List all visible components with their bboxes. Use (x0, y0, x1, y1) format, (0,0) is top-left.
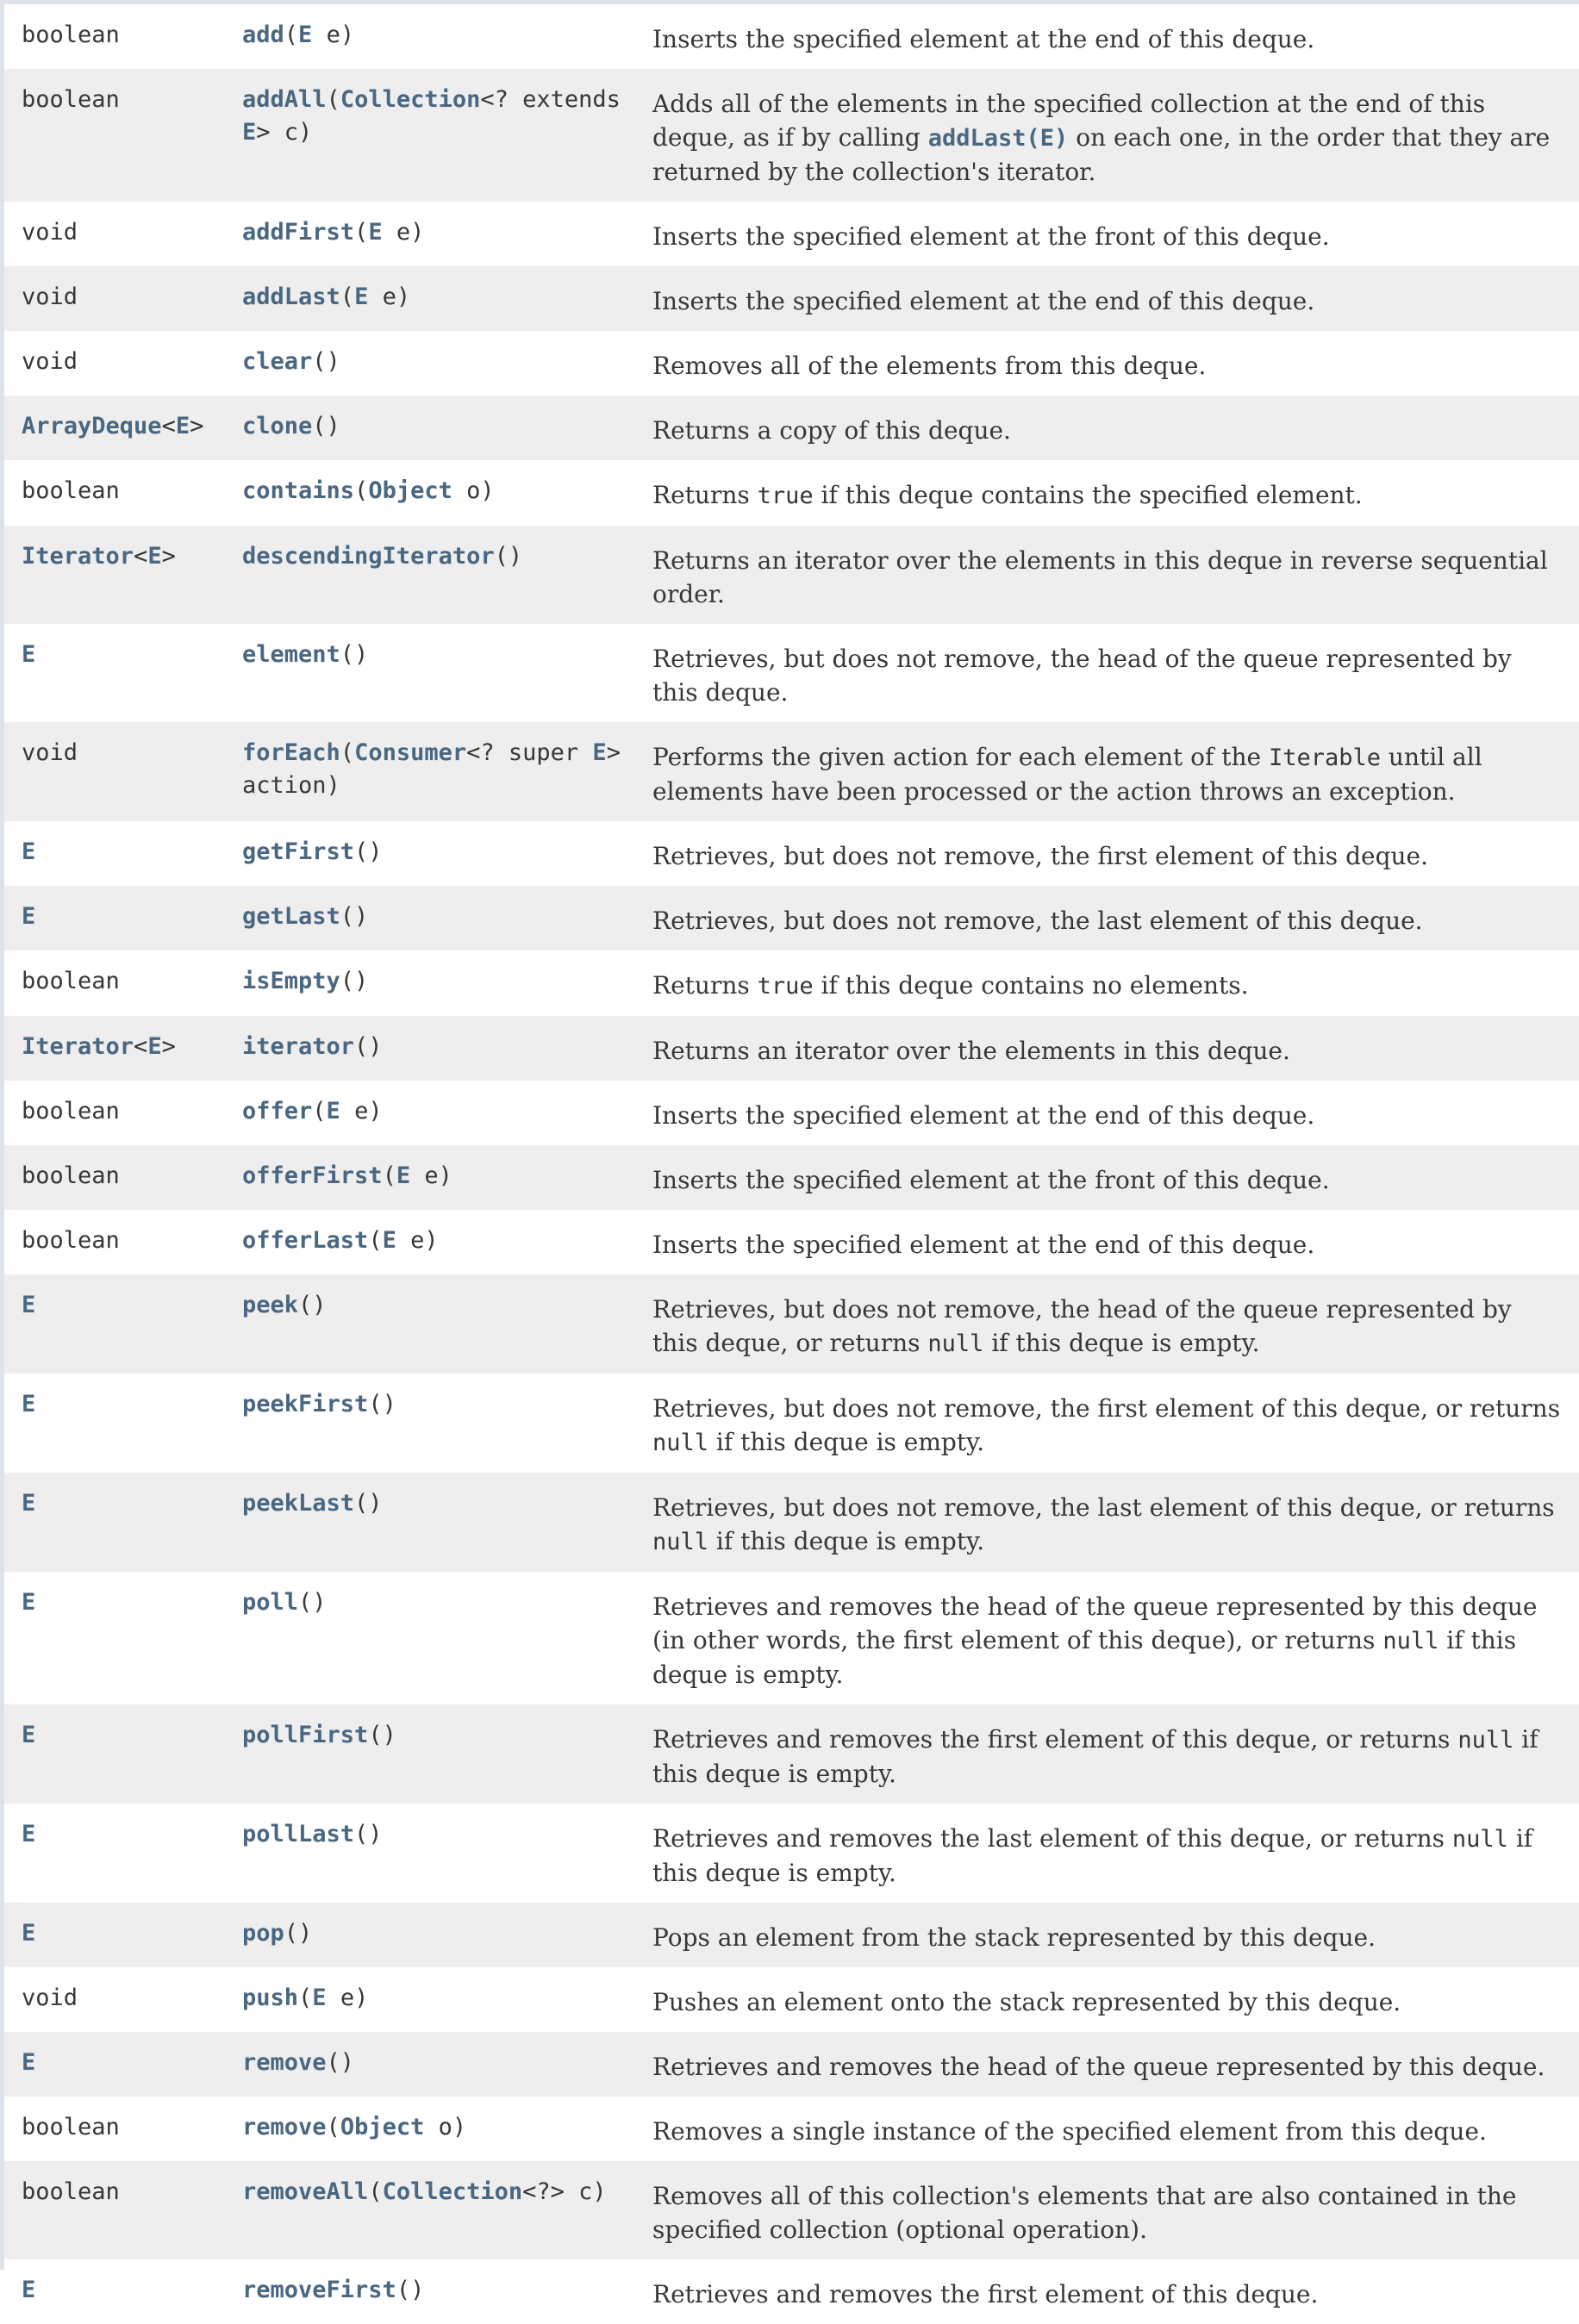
return-type (4, 950, 242, 998)
return-type (4, 396, 242, 443)
table-row (4, 2161, 1579, 2259)
text-segment: < (134, 543, 148, 570)
type-link[interactable]: peek (242, 1292, 299, 1318)
text-segment: () (312, 413, 340, 439)
table-row (4, 4, 1579, 69)
text-segment: > action) (242, 739, 621, 799)
text-segment: () (494, 543, 523, 570)
table-row (4, 460, 1579, 526)
method-description (652, 950, 1579, 1016)
text-segment: null (1382, 1628, 1439, 1654)
text-segment: boolean (22, 968, 120, 994)
text-segment: ( (340, 739, 355, 766)
table-row (4, 1704, 1579, 1804)
text-segment: boolean (22, 2178, 120, 2205)
method-signature (242, 1572, 652, 1619)
method-description (652, 1081, 1579, 1145)
return-type (4, 1016, 242, 1063)
table-row (4, 69, 1579, 202)
type-link[interactable]: E (22, 1292, 36, 1318)
text-segment: ( (326, 86, 340, 113)
text-segment: () (298, 1589, 327, 1616)
text-segment: ( (368, 2178, 383, 2205)
type-link[interactable]: E (354, 283, 369, 310)
text-segment: e) (340, 1098, 383, 1125)
return-type (4, 624, 242, 671)
method-description (652, 69, 1579, 202)
text-segment: () (284, 1920, 313, 1947)
method-signature (242, 396, 652, 443)
table-row (4, 396, 1579, 460)
return-type (4, 1210, 242, 1257)
method-signature (242, 2161, 652, 2209)
text-segment: if this deque contains the specified element. (813, 481, 1363, 509)
text-segment: void (22, 1984, 78, 2011)
method-signature (242, 1903, 652, 1950)
table-row (4, 266, 1579, 331)
text-segment: null (1451, 1826, 1508, 1853)
table-row (4, 1967, 1579, 2032)
text-segment: Removes a single instance of the specified element from this deque. (652, 2117, 1487, 2146)
text-segment: () (340, 641, 369, 668)
text-segment: () (354, 838, 383, 865)
text-segment: null (652, 1529, 709, 1555)
text-segment: Performs the given action for each element of the (652, 743, 1269, 771)
type-link[interactable]: pop (242, 1920, 284, 1947)
text-segment: ( (284, 22, 299, 48)
text-segment: e) (410, 1162, 452, 1189)
text-segment: boolean (22, 86, 120, 113)
method-signature (242, 331, 652, 378)
table-row (4, 526, 1579, 624)
text-segment: Returns an iterator over the elements in this deque. (652, 1037, 1290, 1065)
method-description (652, 1274, 1579, 1374)
text-segment: <?> c) (522, 2178, 607, 2205)
method-signature (242, 722, 652, 802)
text-segment: Retrieves and removes the head of the queue represented by this deque (in other words, the first element of this deque), or returns (652, 1592, 1538, 1654)
text-segment: Returns (652, 971, 758, 1000)
text-segment: Retrieves, but does not remove, the last element of this deque, or returns (652, 1493, 1555, 1522)
table-row (4, 2097, 1579, 2161)
text-segment: boolean (22, 1162, 120, 1189)
method-description (652, 1704, 1579, 1804)
type-link[interactable]: E (22, 838, 36, 865)
method-signature (242, 1374, 652, 1421)
text-segment: ( (354, 477, 369, 504)
table-row (4, 624, 1579, 722)
method-description (652, 1967, 1579, 2032)
type-link[interactable]: element (242, 641, 340, 668)
text-segment: e) (396, 1227, 439, 1254)
text-segment: if this deque is empty. (652, 1824, 1533, 1887)
method-description (652, 1374, 1579, 1473)
text-segment: Iterable (1268, 745, 1382, 771)
return-type (4, 460, 242, 508)
type-link[interactable]: E (175, 413, 190, 439)
table-row (4, 1016, 1579, 1081)
text-segment: > (190, 413, 204, 439)
text-segment: () (354, 1033, 383, 1060)
text-segment: boolean (22, 477, 120, 504)
method-signature (242, 821, 652, 869)
type-link[interactable]: Collection (382, 2178, 523, 2205)
text-segment: <? extends (480, 86, 621, 113)
type-link[interactable]: offer (242, 1098, 313, 1125)
text-segment: Adds all of the elements in the specified collection at the end of this deque, as if by calling (652, 90, 1486, 152)
type-link[interactable]: peekLast (242, 1490, 355, 1517)
text-segment: Retrieves, but does not remove, the head of the queue represented by this deque. (652, 645, 1512, 707)
text-segment: null (1457, 1727, 1514, 1754)
method-description (652, 1145, 1579, 1210)
type-link[interactable]: Iterator (22, 1033, 134, 1060)
text-segment: Retrieves and removes the last element of this deque, or returns (652, 1824, 1452, 1853)
method-description (652, 722, 1579, 821)
text-segment: Pushes an element onto the stack represented by this deque. (652, 1988, 1401, 2016)
type-link[interactable]: pollFirst (242, 1722, 369, 1748)
table-row (4, 886, 1579, 950)
text-segment: o) (452, 477, 495, 504)
text-segment: Retrieves, but does not remove, the last element of this deque. (652, 907, 1423, 935)
type-link[interactable]: contains (242, 477, 355, 504)
return-type (4, 2097, 242, 2144)
type-link[interactable]: addLast (242, 283, 340, 310)
type-link[interactable]: Collection (340, 86, 481, 113)
type-link[interactable]: Object (368, 477, 452, 504)
method-signature (242, 202, 652, 249)
type-link[interactable]: removeAll (242, 2178, 369, 2205)
method-signature (242, 1274, 652, 1322)
type-link[interactable]: E (368, 219, 383, 246)
method-signature (242, 950, 652, 998)
type-link[interactable]: getFirst (242, 838, 355, 865)
text-segment: if this deque contains no elements. (813, 971, 1249, 1000)
method-description (652, 2097, 1579, 2161)
text-segment: Returns an iterator over the elements in this deque in reverse sequential order. (652, 546, 1548, 608)
table-row (4, 202, 1579, 266)
return-type (4, 1374, 242, 1421)
type-link[interactable]: Iterator (22, 543, 134, 570)
table-row (4, 722, 1579, 821)
method-signature (242, 886, 652, 933)
text-segment: ( (326, 2114, 340, 2140)
type-link[interactable]: Consumer (354, 739, 467, 766)
table-row (4, 331, 1579, 396)
type-link[interactable]: E (22, 2277, 36, 2303)
text-segment: true (757, 483, 814, 509)
text-segment: Inserts the specified element at the front of this deque. (652, 1166, 1330, 1194)
text-segment: ( (340, 283, 355, 310)
text-segment: e) (368, 283, 411, 310)
table-row (4, 1473, 1579, 1572)
text-segment: Retrieves and removes the first element of this deque, or returns (652, 1725, 1458, 1754)
text-segment: Inserts the specified element at the end of this deque. (652, 1101, 1315, 1130)
method-description (652, 1210, 1579, 1274)
return-type (4, 1967, 242, 2015)
table-row (4, 1374, 1579, 1473)
table-row (4, 821, 1579, 886)
text-segment: <? super (466, 739, 593, 766)
type-link[interactable]: E (22, 1589, 36, 1616)
type-link[interactable]: iterator (242, 1033, 355, 1060)
method-description (652, 2161, 1579, 2259)
type-link[interactable]: E (382, 1227, 396, 1254)
method-description (652, 2259, 1579, 2324)
type-link[interactable]: poll (242, 1589, 299, 1616)
text-segment: Removes all of the elements from this deque. (652, 352, 1207, 380)
method-description (652, 624, 1579, 722)
table-row (4, 1903, 1579, 1967)
return-type (4, 69, 242, 116)
type-link[interactable]: offerLast (242, 1227, 369, 1254)
text-segment: if this deque is empty. (652, 1626, 1517, 1689)
text-segment: ( (312, 1098, 327, 1125)
table-row (4, 1081, 1579, 1145)
method-description (652, 1572, 1579, 1704)
method-signature (242, 1081, 652, 1128)
type-link[interactable]: E (22, 1722, 36, 1748)
return-type (4, 266, 242, 314)
return-type (4, 1704, 242, 1752)
text-segment: Retrieves, but does not remove, the first element of this deque. (652, 842, 1428, 870)
text-segment: < (134, 1033, 148, 1060)
text-segment: void (22, 219, 78, 246)
text-segment: () (340, 903, 369, 930)
type-link[interactable]: E (312, 1984, 327, 2011)
text-segment: if this deque is empty. (652, 1725, 1538, 1788)
text-segment: Returns (652, 481, 758, 509)
type-link[interactable]: E (326, 1098, 340, 1125)
type-link[interactable]: remove (242, 2049, 327, 2076)
text-segment: Retrieves, but does not remove, the head of the queue represented by this deque, or returns (652, 1295, 1512, 1357)
type-link[interactable]: E (298, 22, 313, 48)
type-link[interactable]: offerFirst (242, 1162, 383, 1189)
text-segment: ( (354, 219, 369, 246)
table-row (4, 2259, 1579, 2324)
method-signature (242, 4, 652, 52)
type-link[interactable]: forEach (242, 739, 340, 766)
type-link[interactable]: descendingIterator (242, 543, 495, 570)
return-type (4, 2259, 242, 2307)
text-segment: > (161, 543, 176, 570)
table-row (4, 950, 1579, 1016)
method-signature (242, 1210, 652, 1257)
type-link[interactable]: clone (242, 413, 313, 439)
method-signature (242, 2259, 652, 2307)
return-type (4, 2161, 242, 2209)
return-type (4, 821, 242, 869)
type-link[interactable]: getLast (242, 903, 340, 930)
type-link[interactable]: E (22, 903, 36, 930)
type-link[interactable]: addFirst (242, 219, 355, 246)
text-segment: o) (424, 2114, 467, 2140)
method-description (652, 1903, 1579, 1967)
text-segment: e) (382, 219, 425, 246)
method-description (652, 4, 1579, 69)
method-summary-table (4, 4, 1579, 2324)
type-link[interactable]: E (22, 1920, 36, 1947)
type-link[interactable]: E (147, 1033, 162, 1060)
method-description (652, 2032, 1579, 2097)
text-segment: ( (368, 1227, 383, 1254)
method-description (652, 331, 1579, 396)
type-link[interactable]: Object (340, 2114, 425, 2140)
type-link[interactable]: E (22, 641, 36, 668)
type-link[interactable]: removeFirst (242, 2277, 396, 2303)
return-type (4, 1804, 242, 1851)
return-type (4, 202, 242, 249)
method-description (652, 1016, 1579, 1081)
text-segment: () (396, 2277, 425, 2303)
text-segment: on each one, in the order that they are returned by the collection's iterator. (652, 123, 1551, 186)
text-segment: void (22, 348, 78, 375)
table-row (4, 1145, 1579, 1210)
text-segment: > (161, 1033, 176, 1060)
method-signature (242, 1967, 652, 2015)
method-signature (242, 1804, 652, 1851)
text-segment: if this deque is empty. (708, 1527, 985, 1555)
method-description (652, 266, 1579, 331)
method-description (652, 396, 1579, 460)
return-type (4, 1903, 242, 1950)
type-link[interactable]: push (242, 1984, 299, 2011)
method-description (652, 526, 1579, 624)
method-signature (242, 1704, 652, 1752)
text-segment: () (298, 1292, 327, 1318)
text-segment: () (326, 2049, 355, 2076)
table-row (4, 1572, 1579, 1704)
type-link[interactable]: E (22, 1391, 36, 1417)
method-signature (242, 266, 652, 314)
type-link[interactable]: E (22, 1821, 36, 1847)
text-segment: if this deque is empty. (708, 1428, 985, 1456)
type-link[interactable]: E (22, 2049, 36, 2076)
type-link[interactable]: E (147, 543, 162, 570)
return-type (4, 1274, 242, 1322)
type-link[interactable]: clear (242, 348, 313, 375)
type-link[interactable]: addLast(E) (927, 125, 1069, 152)
return-type (4, 722, 242, 769)
text-segment: null (927, 1330, 984, 1357)
text-segment: () (368, 1722, 396, 1748)
method-signature (242, 526, 652, 573)
method-signature (242, 624, 652, 671)
text-segment: boolean (22, 22, 120, 48)
type-link[interactable]: ArrayDeque (22, 413, 162, 439)
method-signature (242, 2097, 652, 2144)
text-segment: > c) (256, 119, 313, 146)
text-segment: Retrieves and removes the first element of this deque. (652, 2280, 1319, 2308)
return-type (4, 2032, 242, 2079)
method-signature (242, 69, 652, 149)
return-type (4, 1572, 242, 1619)
text-segment: boolean (22, 1098, 120, 1125)
text-segment: void (22, 739, 78, 766)
text-segment: boolean (22, 1227, 120, 1254)
method-description (652, 460, 1579, 526)
return-type (4, 886, 242, 933)
table-row (4, 1210, 1579, 1274)
text-segment: Removes all of this collection's elements that are also contained in the specified collection (optional operation). (652, 2182, 1517, 2244)
text-segment: Returns a copy of this deque. (652, 416, 1011, 445)
return-type (4, 526, 242, 573)
method-signature (242, 1145, 652, 1193)
type-link[interactable]: E (592, 739, 607, 766)
text-segment: Inserts the specified element at the front of this deque. (652, 222, 1330, 251)
method-description (652, 202, 1579, 266)
type-link[interactable]: E (22, 1490, 36, 1517)
table-row (4, 1274, 1579, 1374)
text-segment: e) (312, 22, 355, 48)
method-signature (242, 2032, 652, 2079)
table-row (4, 2032, 1579, 2097)
text-segment: boolean (22, 2114, 120, 2140)
type-link[interactable]: isEmpty (242, 968, 340, 994)
text-segment: Inserts the specified element at the end of this deque. (652, 25, 1315, 53)
text-segment: Inserts the specified element at the end of this deque. (652, 287, 1315, 315)
text-segment: ( (298, 1984, 313, 2011)
method-signature (242, 1016, 652, 1063)
method-description (652, 1804, 1579, 1903)
text-segment: true (757, 973, 814, 1000)
method-signature (242, 1473, 652, 1520)
text-segment: () (354, 1821, 383, 1847)
return-type (4, 1473, 242, 1520)
table-row (4, 1804, 1579, 1903)
text-segment: Retrieves, but does not remove, the first element of this deque, or returns (652, 1394, 1561, 1423)
return-type (4, 4, 242, 52)
return-type (4, 1145, 242, 1193)
type-link[interactable]: E (396, 1162, 411, 1189)
method-description (652, 886, 1579, 950)
text-segment: () (340, 968, 369, 994)
method-signature (242, 460, 652, 508)
method-description (652, 1473, 1579, 1572)
method-description (652, 821, 1579, 886)
return-type (4, 331, 242, 378)
text-segment: () (354, 1490, 383, 1517)
text-segment: () (312, 348, 340, 375)
text-segment: Retrieves and removes the head of the queue represented by this deque. (652, 2053, 1545, 2081)
type-link[interactable]: pollLast (242, 1821, 355, 1847)
type-link[interactable]: remove (242, 2114, 327, 2140)
return-type (4, 1081, 242, 1128)
text-segment: Pops an element from the stack represented by this deque. (652, 1923, 1376, 1952)
text-segment: Inserts the specified element at the end of this deque. (652, 1231, 1315, 1259)
text-segment: () (368, 1391, 396, 1417)
text-segment: < (161, 413, 176, 439)
text-segment: void (22, 283, 78, 310)
text-segment: ( (382, 1162, 396, 1189)
type-link[interactable]: E (242, 119, 257, 146)
type-link[interactable]: add (242, 22, 284, 48)
text-segment: until all elements have been processed or the action throws an exception. (652, 743, 1482, 806)
type-link[interactable]: addAll (242, 86, 327, 113)
type-link[interactable]: peekFirst (242, 1391, 369, 1417)
text-segment: null (652, 1430, 709, 1456)
text-segment: if this deque is empty. (983, 1329, 1260, 1357)
text-segment: e) (326, 1984, 369, 2011)
